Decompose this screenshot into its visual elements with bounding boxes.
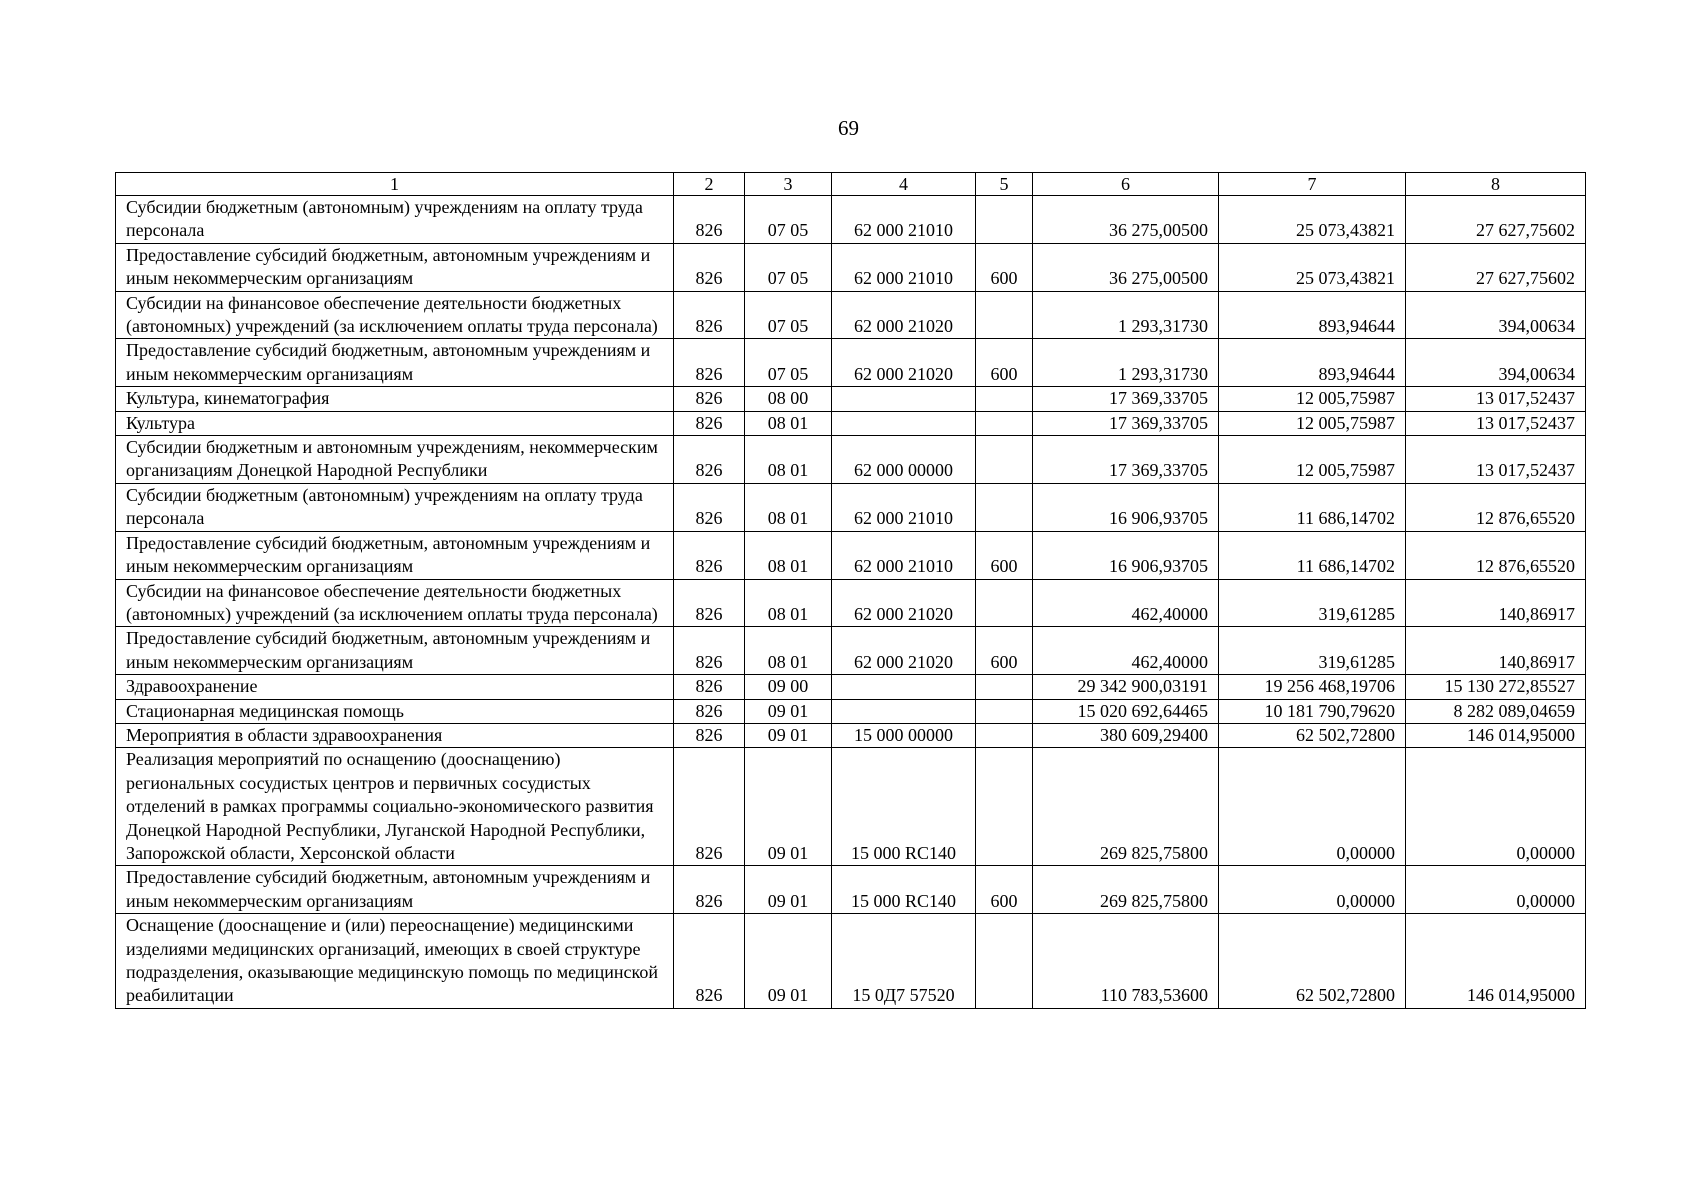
section-code-cell: 08 01 — [745, 627, 832, 675]
ministry-code-cell: 826 — [674, 387, 745, 411]
target-article-cell: 62 000 21020 — [832, 339, 976, 387]
target-article-cell: 62 000 21010 — [832, 196, 976, 244]
target-article-cell — [832, 411, 976, 435]
table-body — [116, 196, 1586, 1009]
amount-col8-cell: 0,00000 — [1406, 866, 1586, 914]
target-article-cell: 62 000 21010 — [832, 243, 976, 291]
amount-col8-cell: 13 017,52437 — [1406, 411, 1586, 435]
target-article-cell — [832, 675, 976, 699]
target-article-cell — [832, 699, 976, 723]
expense-type-cell — [976, 483, 1033, 531]
amount-col8-cell: 12 876,65520 — [1406, 483, 1586, 531]
row-name-cell: Культура — [116, 411, 674, 435]
ministry-code-cell: 826 — [674, 291, 745, 339]
row-name-cell: Культура, кинематография — [116, 387, 674, 411]
section-code-cell: 08 01 — [745, 483, 832, 531]
expense-type-cell — [976, 914, 1033, 1009]
amount-col7-cell: 12 005,75987 — [1219, 387, 1406, 411]
table-row — [116, 627, 1586, 675]
row-name-cell: Субсидии бюджетным (автономным) учреждениям на оплату труда персонала — [116, 196, 674, 244]
row-name-cell: Предоставление субсидий бюджетным, автономным учреждениям и иным некоммерческим организациям — [116, 866, 674, 914]
row-name-cell: Субсидии на финансовое обеспечение деятельности бюджетных (автономных) учреждений (за исключением оплаты труда персонала) — [116, 291, 674, 339]
target-article-cell: 15 000 00000 — [832, 723, 976, 747]
amount-col7-cell: 12 005,75987 — [1219, 411, 1406, 435]
row-name-cell: Субсидии бюджетным и автономным учреждениям, некоммерческим организациям Донецкой Народной Республики — [116, 436, 674, 484]
header-cell: 6 — [1033, 173, 1219, 196]
header-cell: 5 — [976, 173, 1033, 196]
section-code-cell: 09 01 — [745, 748, 832, 866]
table-row — [116, 914, 1586, 1009]
target-article-cell — [832, 387, 976, 411]
section-code-cell: 07 05 — [745, 339, 832, 387]
amount-col6-cell: 15 020 692,64465 — [1033, 699, 1219, 723]
target-article-cell: 15 000 RC140 — [832, 748, 976, 866]
ministry-code-cell: 826 — [674, 699, 745, 723]
table-row — [116, 579, 1586, 627]
section-code-cell: 08 01 — [745, 531, 832, 579]
expense-type-cell — [976, 723, 1033, 747]
amount-col6-cell: 36 275,00500 — [1033, 243, 1219, 291]
section-code-cell: 09 00 — [745, 675, 832, 699]
ministry-code-cell: 826 — [674, 866, 745, 914]
amount-col8-cell: 15 130 272,85527 — [1406, 675, 1586, 699]
ministry-code-cell: 826 — [674, 914, 745, 1009]
amount-col7-cell: 893,94644 — [1219, 291, 1406, 339]
expense-type-cell — [976, 436, 1033, 484]
target-article-cell: 62 000 00000 — [832, 436, 976, 484]
amount-col8-cell: 140,86917 — [1406, 627, 1586, 675]
section-code-cell: 07 05 — [745, 196, 832, 244]
amount-col7-cell: 12 005,75987 — [1219, 436, 1406, 484]
expense-type-cell — [976, 411, 1033, 435]
ministry-code-cell: 826 — [674, 627, 745, 675]
amount-col6-cell: 16 906,93705 — [1033, 483, 1219, 531]
amount-col8-cell: 146 014,95000 — [1406, 723, 1586, 747]
amount-col6-cell: 1 293,31730 — [1033, 339, 1219, 387]
table-row — [116, 531, 1586, 579]
amount-col6-cell: 17 369,33705 — [1033, 411, 1219, 435]
table-row — [116, 387, 1586, 411]
amount-col8-cell: 27 627,75602 — [1406, 196, 1586, 244]
amount-col7-cell: 11 686,14702 — [1219, 483, 1406, 531]
section-code-cell: 08 01 — [745, 411, 832, 435]
amount-col7-cell: 62 502,72800 — [1219, 723, 1406, 747]
ministry-code-cell: 826 — [674, 339, 745, 387]
ministry-code-cell: 826 — [674, 675, 745, 699]
section-code-cell: 09 01 — [745, 699, 832, 723]
target-article-cell: 62 000 21020 — [832, 579, 976, 627]
amount-col7-cell: 319,61285 — [1219, 579, 1406, 627]
ministry-code-cell: 826 — [674, 436, 745, 484]
amount-col8-cell: 13 017,52437 — [1406, 436, 1586, 484]
row-name-cell: Здравоохранение — [116, 675, 674, 699]
amount-col6-cell: 1 293,31730 — [1033, 291, 1219, 339]
amount-col7-cell: 0,00000 — [1219, 866, 1406, 914]
amount-col7-cell: 62 502,72800 — [1219, 914, 1406, 1009]
expense-type-cell — [976, 291, 1033, 339]
budget-table — [115, 172, 1586, 1009]
amount-col7-cell: 10 181 790,79620 — [1219, 699, 1406, 723]
amount-col8-cell: 27 627,75602 — [1406, 243, 1586, 291]
amount-col6-cell: 462,40000 — [1033, 579, 1219, 627]
amount-col7-cell: 25 073,43821 — [1219, 243, 1406, 291]
table-row — [116, 748, 1586, 866]
amount-col8-cell: 146 014,95000 — [1406, 914, 1586, 1009]
ministry-code-cell: 826 — [674, 196, 745, 244]
row-name-cell: Предоставление субсидий бюджетным, автономным учреждениям и иным некоммерческим организациям — [116, 627, 674, 675]
header-cell: 3 — [745, 173, 832, 196]
ministry-code-cell: 826 — [674, 723, 745, 747]
header-cell: 4 — [832, 173, 976, 196]
expense-type-cell — [976, 699, 1033, 723]
table-row — [116, 866, 1586, 914]
row-name-cell: Оснащение (дооснащение и (или) переоснащение) медицинскими изделиями медицинских организаций, имеющих в своей структуре подразделения, оказывающие медицинскую помощь по медицинской реабилитации — [116, 914, 674, 1009]
section-code-cell: 08 01 — [745, 436, 832, 484]
table-row — [116, 339, 1586, 387]
expense-type-cell: 600 — [976, 866, 1033, 914]
expense-type-cell: 600 — [976, 531, 1033, 579]
expense-type-cell — [976, 748, 1033, 866]
amount-col7-cell: 0,00000 — [1219, 748, 1406, 866]
section-code-cell: 08 01 — [745, 579, 832, 627]
expense-type-cell: 600 — [976, 339, 1033, 387]
target-article-cell: 62 000 21010 — [832, 531, 976, 579]
row-name-cell: Стационарная медицинская помощь — [116, 699, 674, 723]
page-number: 69 — [838, 116, 859, 140]
amount-col7-cell: 19 256 468,19706 — [1219, 675, 1406, 699]
target-article-cell: 15 000 RC140 — [832, 866, 976, 914]
amount-col6-cell: 17 369,33705 — [1033, 436, 1219, 484]
row-name-cell: Предоставление субсидий бюджетным, автономным учреждениям и иным некоммерческим организациям — [116, 339, 674, 387]
section-code-cell: 09 01 — [745, 723, 832, 747]
amount-col6-cell: 36 275,00500 — [1033, 196, 1219, 244]
row-name-cell: Предоставление субсидий бюджетным, автономным учреждениям и иным некоммерческим организациям — [116, 531, 674, 579]
amount-col6-cell: 380 609,29400 — [1033, 723, 1219, 747]
table-row — [116, 411, 1586, 435]
header-cell: 2 — [674, 173, 745, 196]
row-name-cell: Субсидии на финансовое обеспечение деятельности бюджетных (автономных) учреждений (за исключением оплаты труда персонала) — [116, 579, 674, 627]
amount-col7-cell: 893,94644 — [1219, 339, 1406, 387]
header-row — [116, 173, 1586, 196]
expense-type-cell: 600 — [976, 627, 1033, 675]
amount-col8-cell: 140,86917 — [1406, 579, 1586, 627]
table-row — [116, 196, 1586, 244]
header-cell: 1 — [116, 173, 674, 196]
amount-col8-cell: 394,00634 — [1406, 339, 1586, 387]
target-article-cell: 62 000 21020 — [832, 627, 976, 675]
target-article-cell: 15 0Д7 57520 — [832, 914, 976, 1009]
amount-col6-cell: 29 342 900,03191 — [1033, 675, 1219, 699]
table-row — [116, 723, 1586, 747]
table-row — [116, 675, 1586, 699]
expense-type-cell — [976, 579, 1033, 627]
expense-type-cell — [976, 675, 1033, 699]
table-row — [116, 483, 1586, 531]
target-article-cell: 62 000 21010 — [832, 483, 976, 531]
section-code-cell: 07 05 — [745, 291, 832, 339]
section-code-cell: 07 05 — [745, 243, 832, 291]
expense-type-cell — [976, 196, 1033, 244]
ministry-code-cell: 826 — [674, 531, 745, 579]
section-code-cell: 09 01 — [745, 914, 832, 1009]
table-row — [116, 699, 1586, 723]
amount-col6-cell: 269 825,75800 — [1033, 748, 1219, 866]
section-code-cell: 09 01 — [745, 866, 832, 914]
ministry-code-cell: 826 — [674, 748, 745, 866]
amount-col8-cell: 394,00634 — [1406, 291, 1586, 339]
amount-col7-cell: 11 686,14702 — [1219, 531, 1406, 579]
header-cell: 8 — [1406, 173, 1586, 196]
amount-col6-cell: 17 369,33705 — [1033, 387, 1219, 411]
table-row — [116, 243, 1586, 291]
section-code-cell: 08 00 — [745, 387, 832, 411]
ministry-code-cell: 826 — [674, 579, 745, 627]
amount-col8-cell: 8 282 089,04659 — [1406, 699, 1586, 723]
amount-col6-cell: 462,40000 — [1033, 627, 1219, 675]
ministry-code-cell: 826 — [674, 411, 745, 435]
row-name-cell: Субсидии бюджетным (автономным) учреждениям на оплату труда персонала — [116, 483, 674, 531]
amount-col7-cell: 25 073,43821 — [1219, 196, 1406, 244]
amount-col6-cell: 16 906,93705 — [1033, 531, 1219, 579]
expense-type-cell: 600 — [976, 243, 1033, 291]
amount-col8-cell: 0,00000 — [1406, 748, 1586, 866]
row-name-cell: Предоставление субсидий бюджетным, автономным учреждениям и иным некоммерческим организациям — [116, 243, 674, 291]
amount-col6-cell: 110 783,53600 — [1033, 914, 1219, 1009]
ministry-code-cell: 826 — [674, 483, 745, 531]
amount-col8-cell: 13 017,52437 — [1406, 387, 1586, 411]
amount-col6-cell: 269 825,75800 — [1033, 866, 1219, 914]
row-name-cell: Мероприятия в области здравоохранения — [116, 723, 674, 747]
ministry-code-cell: 826 — [674, 243, 745, 291]
row-name-cell: Реализация мероприятий по оснащению (дооснащению) региональных сосудистых центров и первичных сосудистых отделений в рамках программы социально-экономического развития Донецкой Народной Республики, Луганской Народной Республики, Запорожской области, Херсонской области — [116, 748, 674, 866]
table-row — [116, 436, 1586, 484]
target-article-cell: 62 000 21020 — [832, 291, 976, 339]
header-cell: 7 — [1219, 173, 1406, 196]
expense-type-cell — [976, 387, 1033, 411]
amount-col7-cell: 319,61285 — [1219, 627, 1406, 675]
amount-col8-cell: 12 876,65520 — [1406, 531, 1586, 579]
table-row — [116, 291, 1586, 339]
